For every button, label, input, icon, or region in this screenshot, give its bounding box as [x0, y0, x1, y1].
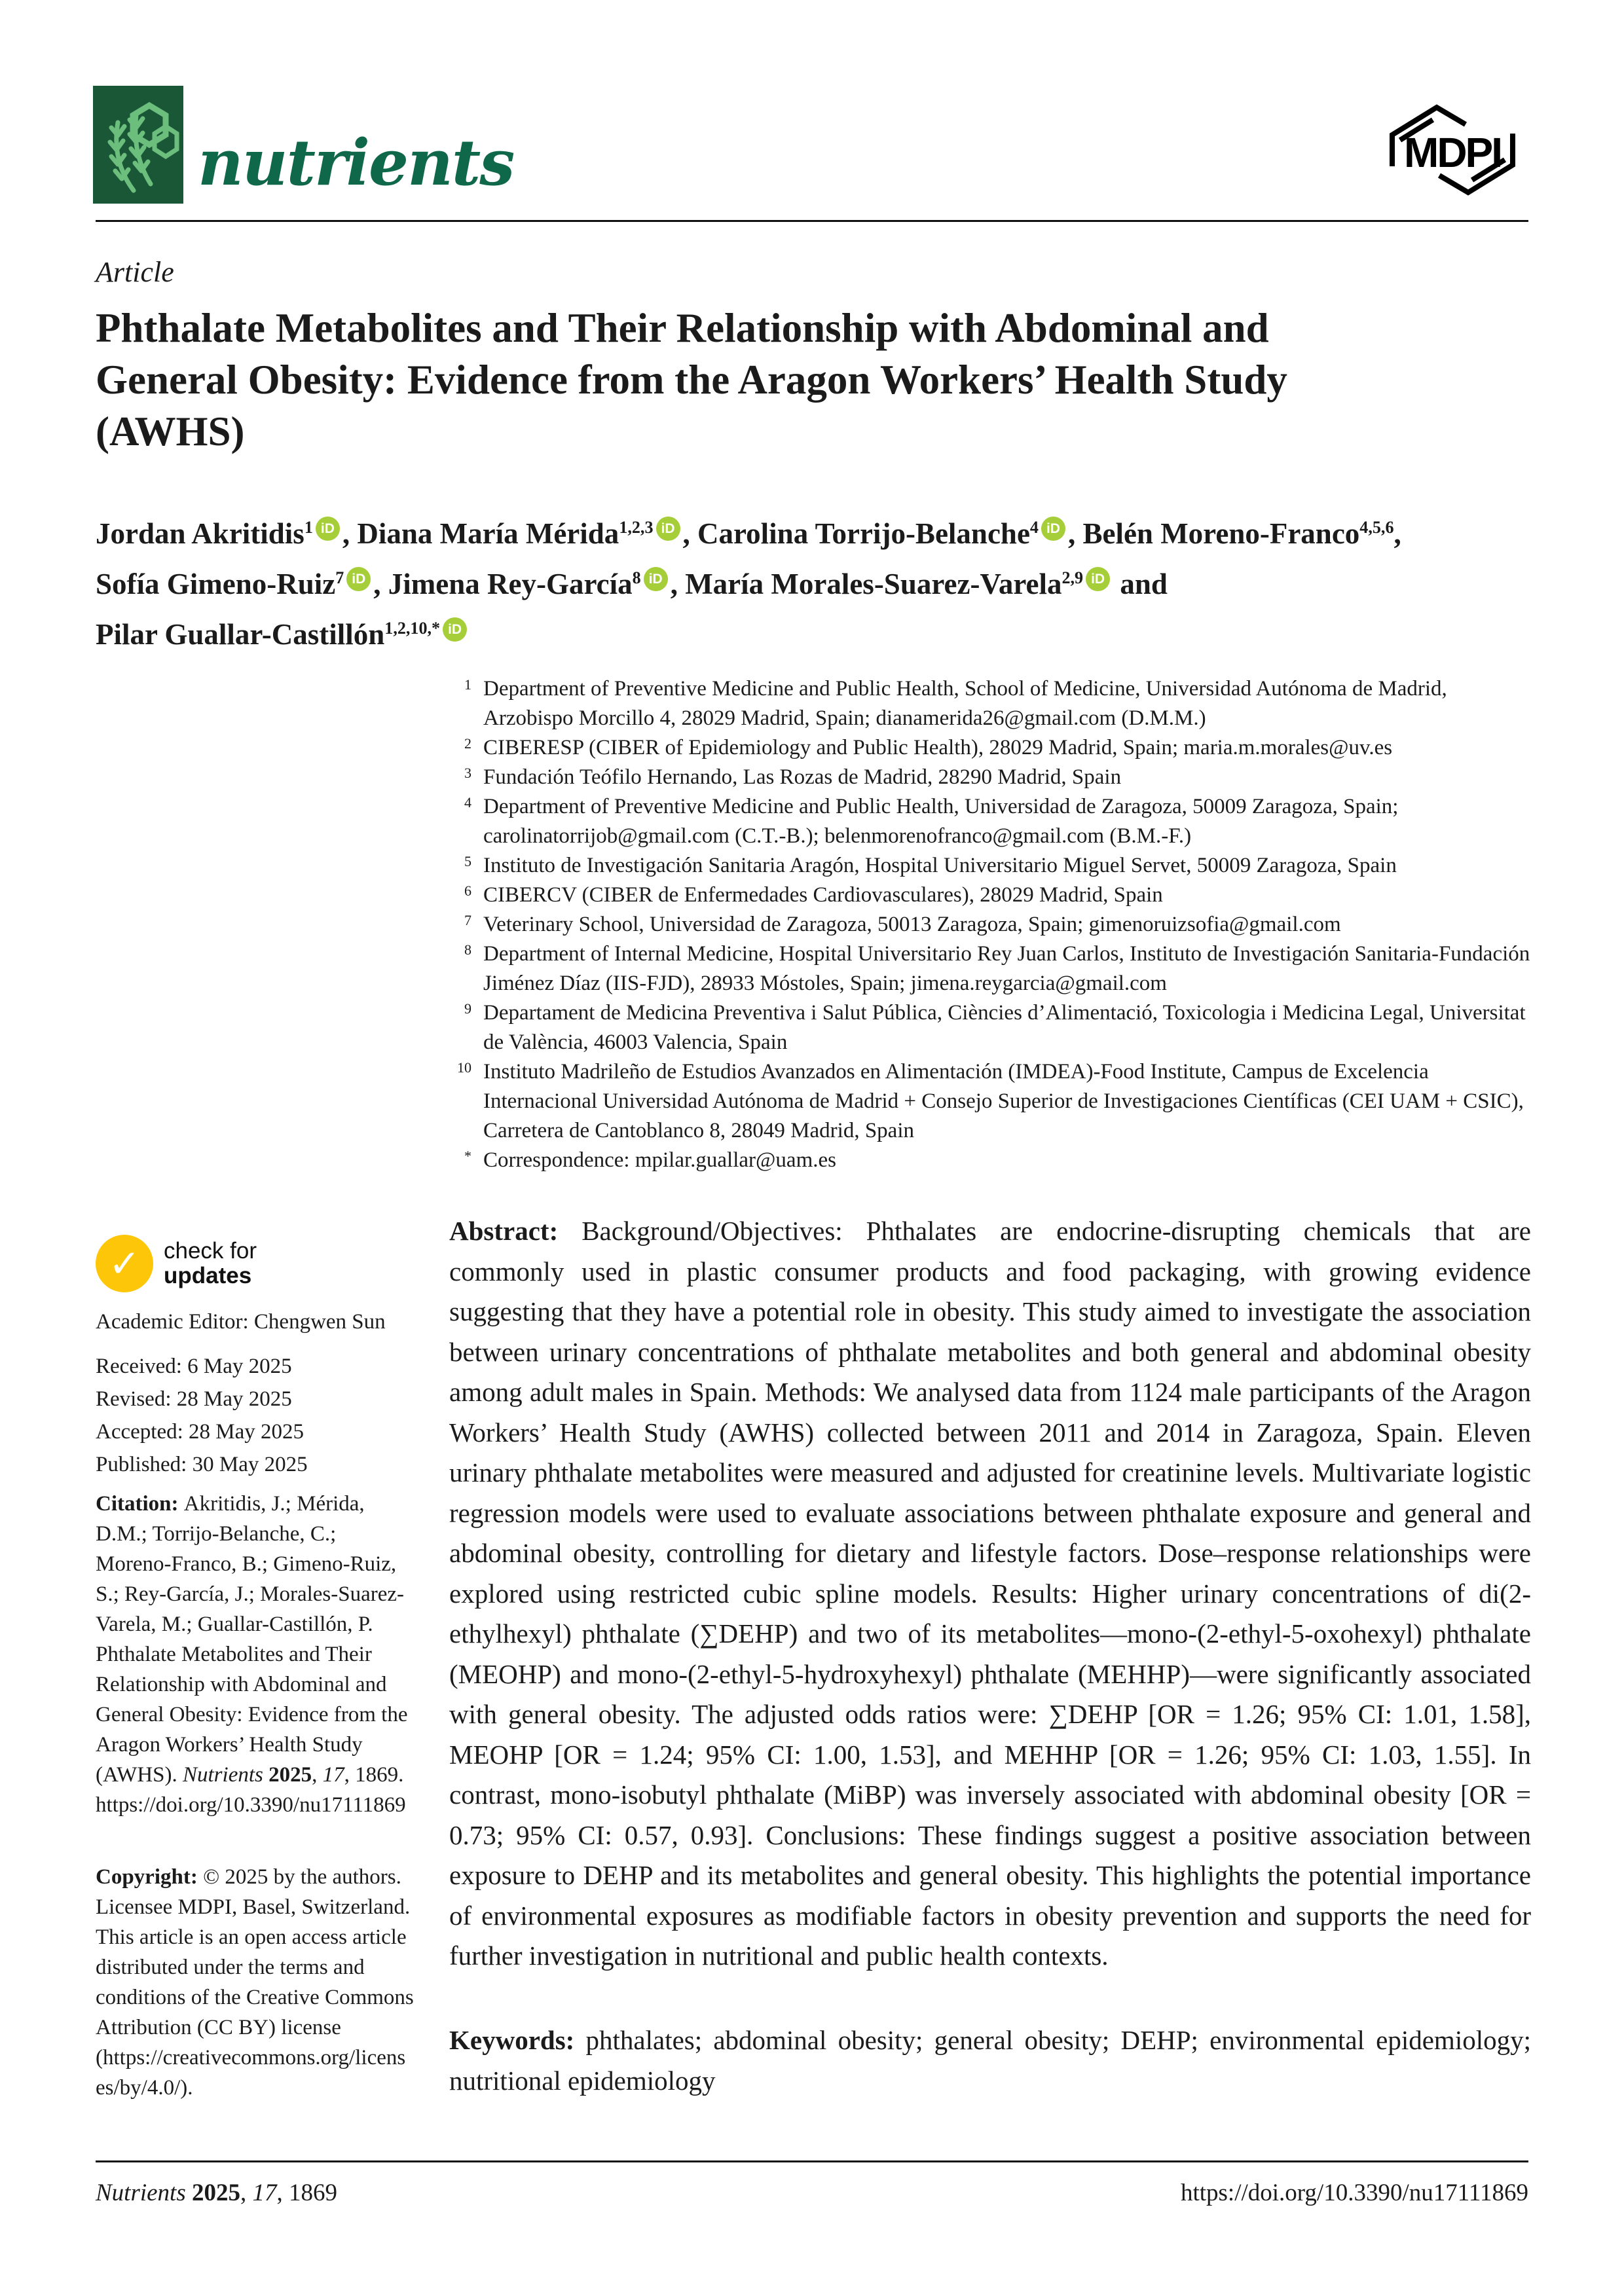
- citation-label: Citation:: [96, 1492, 184, 1516]
- author-name: Belén Moreno-Franco: [1082, 517, 1360, 550]
- header-rule: [96, 220, 1528, 222]
- affiliation-row: [411, 674, 1531, 733]
- correspondence-marker: *: [464, 1148, 471, 1164]
- citation-volume: 17: [322, 1763, 344, 1787]
- check-for-updates-badge[interactable]: [96, 1235, 257, 1292]
- affiliation-row: [411, 792, 1531, 851]
- orcid-icon[interactable]: iD: [1086, 567, 1110, 591]
- author: [357, 517, 697, 550]
- revised-line: Revised: 28 May 2025: [96, 1387, 292, 1411]
- author-separator: ,: [1067, 517, 1083, 550]
- affiliation-number: 9: [464, 1000, 471, 1017]
- abstract-text: Background/Objectives: Phthalates are endocrine-disrupting chemicals that are commonly used in plastic consumer products and food packaging, with growing evidence suggesting that they have a potential role in obesity. This study aimed to investigate the association between urinary concentrations of phthalate metabolites and both general and abdominal obesity among adult males in Spain. Methods: We analysed data from 1124 male participants of the Aragon Workers’ Health Study (AWHS) collected between 2011 and 2014 in Zaragoza, Spain. Eleven urinary phthalate metabolites were measured and adjusted for creatinine levels. Multivariate logistic regression models were used to evaluate associations between phthalate exposure and general and abdominal obesity, controlling for dietary and lifestyle factors. Dose–response relationships were explored using restricted cubic spline models. Results: Higher urinary concentrations of di(2-ethylhexyl) phthalate (∑DEHP) and two of its metabolites—mono-(2-ethyl-5-oxohexyl) phthalate (MEOHP) and mono-(2-ethyl-5-hydroxyhexyl) phthalate (MEHHP)—were significantly associated with general obesity. The adjusted odds ratios were: ∑DEHP [OR = 1.26; 95% CI: 1.01, 1.58], MEOHP [OR = 1.24; 95% CI: 1.00, 1.53], and MEHHP [OR = 1.26; 95% CI: 1.03, 1.55]. In contrast, mono-isobutyl phthalate (MiBP) was inversely associated with abdominal obesity [OR = 0.73; 95% CI: 0.57, 0.93]. Conclusions: These findings suggest a positive association between exposure to DEHP and its metabolites and general obesity. This highlights the potential importance of environmental exposures as modifiable factors in obesity prevention and supports the need for further investigation in nutritional and public health contexts.: [449, 1216, 1531, 1971]
- author-affil-sup: 8: [632, 568, 641, 587]
- affiliation-number: 6: [464, 883, 471, 899]
- affiliation-list: [411, 674, 1531, 1175]
- author-affil-sup: 1,2,10,*: [384, 619, 441, 638]
- affiliation-row: [411, 910, 1531, 939]
- author: [697, 517, 1082, 550]
- affiliation-number: 4: [464, 794, 471, 811]
- author-name: María Morales-Suarez-Varela: [685, 568, 1062, 600]
- author-name: Jimena Rey-García: [388, 568, 633, 600]
- citation-text: Akritidis, J.; Mérida, D.M.; Torrijo-Belanche, C.; Moreno-Franco, B.; Gimeno-Ruiz, S.; Rey-García, J.; Morales-Suarez-Varela, M.; Guallar-Castillón, P. Phthalate Metabolites and Their Relationship with Abdominal and General Obesity: Evidence from the Aragon Workers’ Health Study (AWHS).: [96, 1492, 408, 1787]
- affiliation-row: [411, 939, 1531, 998]
- author: [96, 618, 470, 651]
- author: [388, 568, 685, 600]
- abstract-paragraph: [449, 1211, 1531, 1977]
- affiliation-text: Department of Preventive Medicine and Public Health, Universidad de Zaragoza, 50009 Zaragoza, Spain; carolinatorrijob@gmail.com (C.T.-B.); belenmorenofranco@gmail.com (B.M.-F.): [483, 795, 1399, 848]
- journal-wordmark: nutrients: [198, 126, 514, 200]
- orcid-icon[interactable]: iD: [1041, 517, 1065, 541]
- keywords-text: phthalates; abdominal obesity; general obesity; DEHP; environmental epidemiology; nutritional epidemiology: [449, 2025, 1532, 2096]
- badge-line1: check for: [164, 1238, 257, 1264]
- author-name: Jordan Akritidis: [96, 517, 304, 550]
- affiliation-number: 2: [464, 735, 471, 752]
- copyright-label: Copyright:: [96, 1865, 204, 1889]
- author-name: Pilar Guallar-Castillón: [96, 618, 385, 651]
- affiliation-text: Department of Internal Medicine, Hospital Universitario Rey Juan Carlos, Instituto de Investigación Sanitaria-Fundación Jiménez Díaz (IIS-FJD), 28933 Móstoles, Spain; jimena.reygarcia@gmail.com: [483, 942, 1530, 995]
- check-icon: ✓: [96, 1235, 153, 1292]
- affiliation-text: Instituto Madrileño de Estudios Avanzados en Alimentación (IMDEA)-Food Institute, Campus de Excelencia Internacional Universidad Autónoma de Madrid + Consejo Superior de Investigaciones Científicas (CEI UAM + CSIC), Carretera de Cantoblanco 8, 28049 Madrid, Spain: [483, 1060, 1524, 1142]
- author-separator: and: [1113, 568, 1168, 600]
- orcid-icon[interactable]: iD: [443, 617, 467, 642]
- affiliation-number: 5: [464, 853, 471, 869]
- page-title: Phthalate Metabolites and Their Relationship with Abdominal and General Obesity: Evidence from the Aragon Workers’ Health Study (AWHS): [96, 305, 1287, 454]
- affiliation-number: 1: [464, 676, 471, 693]
- received-line: Received: 6 May 2025: [96, 1355, 292, 1378]
- history-dates: [96, 1350, 414, 1481]
- author-separator: ,: [682, 517, 697, 550]
- affiliation-text: CIBERESP (CIBER of Epidemiology and Public Health), 28029 Madrid, Spain; maria.m.morales@uv.es: [483, 736, 1393, 759]
- author: [96, 517, 357, 550]
- affiliation-number: 7: [464, 912, 471, 928]
- affiliation-text: Departament de Medicina Preventiva i Salut Pública, Ciències d’Alimentació, Toxicologia i Medicina Legal, Universitat de València, 46003 Valencia, Spain: [483, 1001, 1526, 1054]
- mdpi-logo-text: MDPI: [1404, 129, 1501, 176]
- orcid-icon[interactable]: iD: [644, 567, 668, 591]
- affiliation-row: [411, 998, 1531, 1057]
- academic-editor-line: Academic Editor: Chengwen Sun: [96, 1310, 386, 1334]
- affiliation-number: 8: [464, 941, 471, 958]
- author-separator: ,: [342, 517, 358, 550]
- author: [685, 568, 1168, 600]
- affiliation-number: 3: [464, 765, 471, 781]
- affiliation-text: Fundación Teófilo Hernando, Las Rozas de Madrid, 28290 Madrid, Spain: [483, 765, 1122, 789]
- badge-line2: updates: [164, 1263, 252, 1288]
- author-name: Carolina Torrijo-Belanche: [697, 517, 1030, 550]
- author-affil-sup: 7: [335, 568, 344, 587]
- correspondence-text: Correspondence: mpilar.guallar@uam.es: [483, 1148, 836, 1172]
- author-affil-sup: 4,5,6: [1359, 518, 1394, 537]
- citation-year: 2025: [268, 1763, 312, 1787]
- affiliation-text: CIBERCV (CIBER de Enfermedades Cardiovasculares), 28029 Madrid, Spain: [483, 883, 1163, 907]
- accepted-line: Accepted: 28 May 2025: [96, 1420, 304, 1444]
- affiliation-text: Instituto de Investigación Sanitaria Aragón, Hospital Universitario Miguel Servet, 50009 Zaragoza, Spain: [483, 854, 1397, 877]
- mdpi-logo: [1383, 98, 1522, 202]
- author-separator: ,: [373, 568, 388, 600]
- author: [1082, 517, 1401, 550]
- footer-journal-ref: Nutrients 2025, 17, 1869: [96, 2179, 337, 2206]
- author-affil-sup: 1,2,3: [619, 518, 654, 537]
- footer-doi-link[interactable]: https://doi.org/10.3390/nu17111869: [1180, 2179, 1528, 2206]
- nutrients-logo: [93, 86, 183, 204]
- orcid-icon[interactable]: iD: [346, 567, 371, 591]
- author-affil-sup: 1: [304, 518, 313, 537]
- orcid-icon[interactable]: iD: [656, 517, 680, 541]
- author-affil-sup: 4: [1029, 518, 1039, 537]
- citation-doi-link[interactable]: , 1869. https://doi.org/10.3390/nu17111869: [96, 1763, 406, 1817]
- author-list: [96, 505, 1536, 657]
- affiliation-row: [411, 733, 1531, 763]
- footer-rule: [96, 2160, 1528, 2162]
- citation-journal: Nutrients: [183, 1763, 269, 1787]
- author-name: Sofía Gimeno-Ruiz: [96, 568, 336, 600]
- affiliation-row: [411, 763, 1531, 792]
- affiliation-text: Department of Preventive Medicine and Public Health, School of Medicine, Universidad Autónoma de Madrid, Arzobispo Morcillo 4, 28029 Madrid, Spain; dianamerida26@gmail.com (D.M.M.): [483, 677, 1447, 730]
- wheat-molecule-icon: [93, 86, 183, 204]
- affiliation-number: 10: [457, 1059, 471, 1076]
- published-line: Published: 30 May 2025: [96, 1453, 308, 1476]
- correspondence-row: [411, 1146, 1531, 1175]
- orcid-icon[interactable]: iD: [316, 517, 340, 541]
- copyright-text: © 2025 by the authors. Licensee MDPI, Basel, Switzerland. This article is an open access article distributed under the terms and conditions of the Creative Commons Attribution (CC BY) license (https://creativecommons.org/licenses/by/4.0/).: [96, 1865, 414, 2100]
- copyright-block: [96, 1862, 414, 2103]
- affiliation-row: [411, 1057, 1531, 1146]
- author-name: Diana María Mérida: [357, 517, 619, 550]
- author-separator: ,: [1393, 517, 1401, 550]
- citation-block: Citation: Akritidis, J.; Mérida, D.M.; Torrijo-Belanche, C.; Moreno-Franco, B.; Gimeno-Ruiz, S.; Rey-García, J.; Morales-Suarez-Varela, M.; Guallar-Castillón, P. Phthalate Metabolites and Their Relationship with Abdominal and General Obesity: Evidence from the Aragon Workers’ Health Study (AWHS). Nutrients 2025, 17, 1869. https://doi.org/10.3390/nu17111869: [96, 1492, 408, 1817]
- keywords-paragraph: [449, 2020, 1531, 2101]
- author-affil-sup: 2,9: [1061, 568, 1084, 587]
- affiliation-row: [411, 851, 1531, 881]
- keywords-label: Keywords:: [449, 2025, 586, 2055]
- article-type-label: Article: [96, 256, 174, 288]
- author: [96, 568, 388, 600]
- author-separator: ,: [670, 568, 686, 600]
- abstract-label: Abstract:: [449, 1216, 582, 1246]
- affiliation-text: Veterinary School, Universidad de Zaragoza, 50013 Zaragoza, Spain; gimenoruizsofia@gmail.com: [483, 913, 1341, 936]
- affiliation-row: [411, 881, 1531, 910]
